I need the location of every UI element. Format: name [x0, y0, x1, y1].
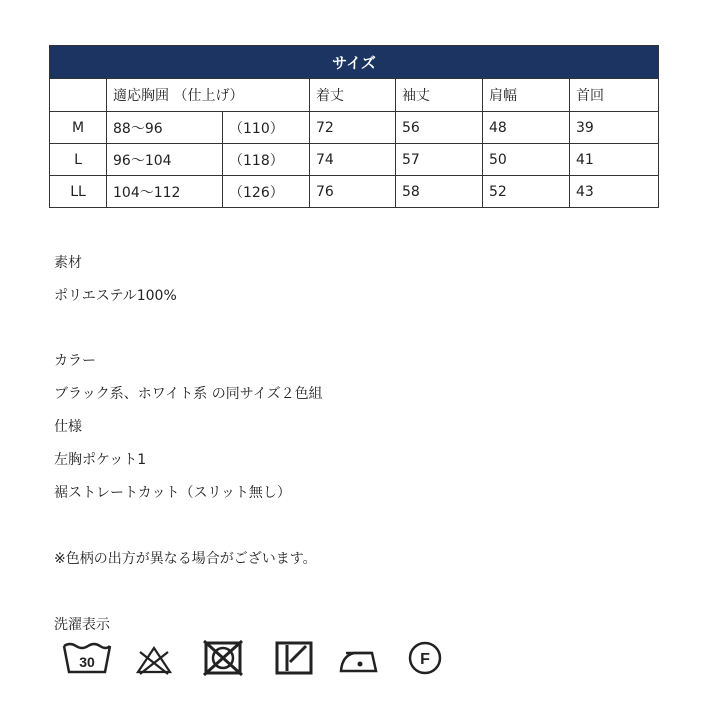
row-chest: 104〜112 — [107, 176, 223, 208]
spec-label: 仕様 — [54, 419, 82, 435]
row-size: L — [50, 144, 107, 176]
color-label: カラー — [54, 353, 96, 369]
table-row — [50, 112, 659, 144]
size-table — [49, 45, 659, 208]
header-empty-cell — [50, 79, 107, 112]
header-chest: 適応胸囲 （仕上げ） — [107, 79, 310, 112]
row-finished: （118） — [223, 144, 310, 176]
row-length: 74 — [310, 144, 396, 176]
row-size: M — [50, 112, 107, 144]
note-text: ※色柄の出方が異なる場合がございます。 — [54, 551, 317, 567]
spec-item: 左胸ポケット1 — [54, 452, 147, 468]
header-length: 着丈 — [310, 79, 396, 112]
dry-clean-letter: F — [420, 651, 430, 668]
header-sleeve: 袖丈 — [396, 79, 483, 112]
row-finished: （110） — [223, 112, 310, 144]
row-shoulder: 50 — [483, 144, 570, 176]
row-finished: （126） — [223, 176, 310, 208]
care-icons — [62, 640, 462, 676]
header-shoulder: 肩幅 — [483, 79, 570, 112]
spec-item: 裾ストレートカット（スリット無し） — [54, 485, 291, 501]
row-chest: 88〜96 — [107, 112, 223, 144]
material-label: 素材 — [54, 255, 82, 271]
wash-temperature: 30 — [79, 654, 95, 670]
row-size: LL — [50, 176, 107, 208]
dry-clean-f-icon — [406, 640, 444, 676]
row-neck: 43 — [570, 176, 659, 208]
row-sleeve: 56 — [396, 112, 483, 144]
care-label: 洗濯表示 — [54, 617, 110, 633]
row-shoulder: 52 — [483, 176, 570, 208]
table-row — [50, 176, 659, 208]
row-length: 76 — [310, 176, 396, 208]
wash-tub-30-icon — [62, 640, 112, 676]
iron-low-icon — [338, 640, 380, 676]
row-neck: 41 — [570, 144, 659, 176]
table-title: サイズ — [50, 46, 659, 79]
no-tumble-dry-icon — [202, 640, 244, 676]
color-value: ブラック系、ホワイト系 の同サイズ２色組 — [54, 386, 323, 402]
table-row — [50, 144, 659, 176]
row-sleeve: 57 — [396, 144, 483, 176]
header-neck: 首回 — [570, 79, 659, 112]
row-neck: 39 — [570, 112, 659, 144]
no-bleach-icon — [134, 640, 174, 676]
row-length: 72 — [310, 112, 396, 144]
row-sleeve: 58 — [396, 176, 483, 208]
row-shoulder: 48 — [483, 112, 570, 144]
line-dry-icon — [274, 640, 314, 676]
row-chest: 96〜104 — [107, 144, 223, 176]
material-value: ポリエステル100% — [54, 288, 177, 304]
